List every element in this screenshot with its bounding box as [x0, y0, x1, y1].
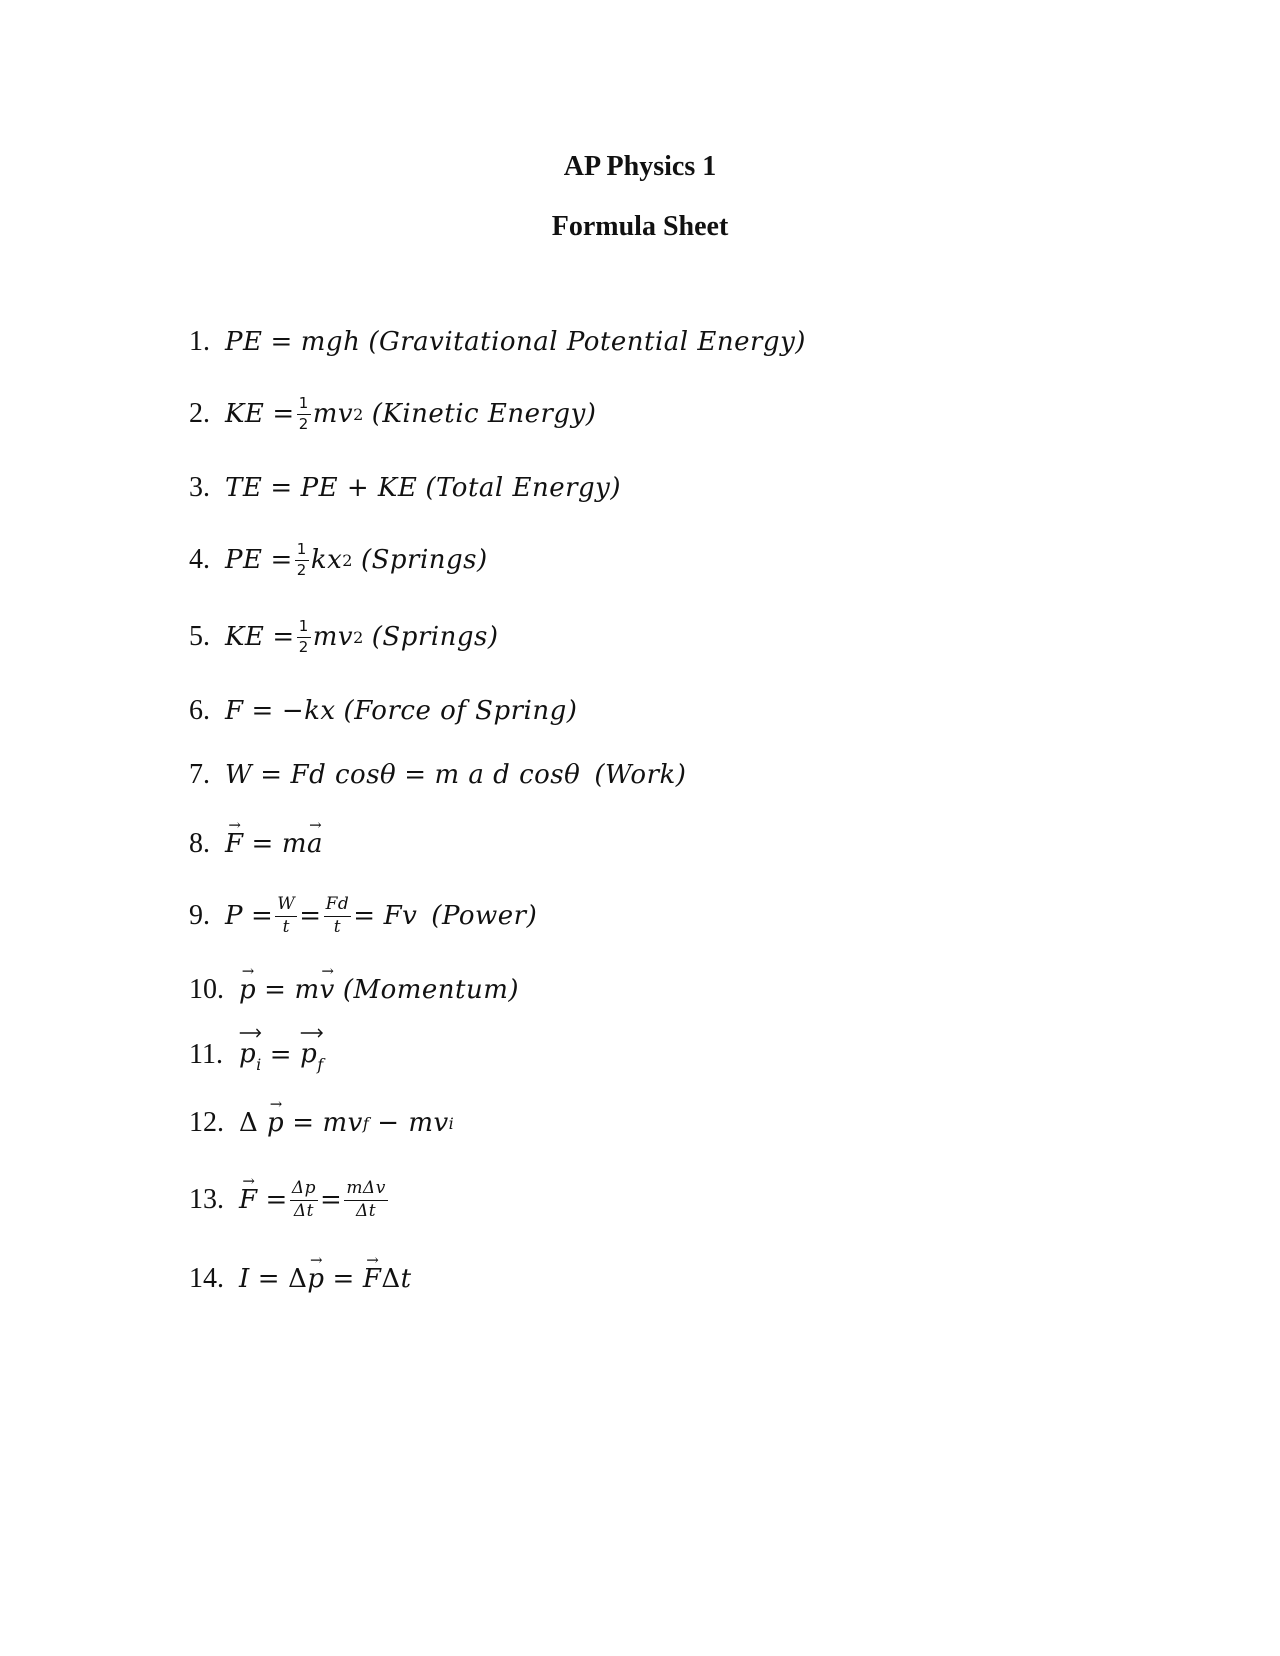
- formula-10: [189, 960, 519, 1020]
- formula-8: [189, 814, 323, 874]
- equals-sign: =: [353, 901, 376, 931]
- formula-number: 5.: [189, 621, 210, 652]
- subscript: f: [317, 1054, 324, 1074]
- formula-11: [189, 1025, 324, 1085]
- formula-number: 10.: [189, 974, 224, 1005]
- vector-force: → F: [363, 1264, 382, 1294]
- formula-number: 8.: [189, 828, 210, 859]
- vector-acceleration: → a: [307, 829, 323, 859]
- formula-label: (Kinetic Energy): [371, 399, 597, 429]
- formula-number: 6.: [189, 695, 210, 726]
- formula-rhs: → FΔt: [363, 1264, 412, 1294]
- equals-sign: =: [251, 829, 274, 859]
- exponent: 2: [342, 550, 353, 570]
- fraction-numerator: W: [275, 895, 297, 917]
- formula-mid: Δ→ p: [288, 1264, 324, 1294]
- fraction: [297, 618, 311, 656]
- formula-number: 1.: [189, 326, 210, 357]
- vector-force: [225, 829, 244, 859]
- formula-number: 9.: [189, 900, 210, 931]
- formula-lhs: KE: [225, 622, 265, 652]
- subscript: i: [256, 1054, 262, 1074]
- equals-sign: =: [251, 901, 274, 931]
- formula-4: [189, 530, 488, 590]
- formula-rhs-2: m a d cosθ: [434, 760, 581, 790]
- formula-lhs: PE: [225, 545, 263, 575]
- formula-lhs: KE: [225, 399, 265, 429]
- vector-final-momentum: [300, 1037, 324, 1074]
- formula-lhs: P: [225, 901, 243, 931]
- formula-number: 3.: [189, 472, 210, 503]
- fraction: [344, 1179, 388, 1221]
- document-subtitle: Formula Sheet: [551, 211, 729, 242]
- formula-3: [189, 458, 621, 518]
- formula-rhs: mv: [322, 1108, 363, 1138]
- fraction: [324, 895, 352, 937]
- fraction-denominator: 2: [298, 414, 309, 433]
- fraction-denominator: t: [282, 916, 290, 937]
- formula-rhs: mgh: [300, 327, 361, 357]
- equals-sign: =: [269, 1040, 293, 1070]
- subscript: i: [448, 1113, 455, 1133]
- vector-momentum: [239, 975, 256, 1005]
- equals-sign: =: [270, 473, 293, 503]
- formula-6: [189, 681, 577, 741]
- formula-lhs: p: [239, 975, 257, 1005]
- formula-2: [189, 384, 596, 444]
- formula-minus-term: − mv: [377, 1108, 449, 1138]
- formula-label: (Springs): [371, 622, 499, 652]
- formula-lhs: PE: [225, 327, 263, 357]
- arrow-over-icon: [239, 1027, 262, 1039]
- formula-rhs: Fv: [383, 901, 418, 931]
- formula-label: (Gravitational Potential Energy): [368, 327, 806, 357]
- formula-number: 2.: [189, 398, 210, 429]
- formula-13: [189, 1170, 390, 1230]
- equals-sign: =: [272, 622, 295, 652]
- formula-label: (Power): [431, 901, 538, 931]
- formula-rhs: PE + KE: [300, 473, 418, 503]
- equals-sign: =: [270, 327, 293, 357]
- formula-label: (Springs): [360, 545, 488, 575]
- formula-rhs: −kx: [281, 696, 336, 726]
- formula-number: 13.: [189, 1184, 224, 1215]
- fraction: [275, 895, 297, 937]
- formula-5: [189, 607, 499, 667]
- vector-momentum: → p: [307, 1264, 324, 1294]
- vector-force: [239, 1185, 258, 1215]
- formula-number: 14.: [189, 1263, 224, 1294]
- formula-rhs: p: [300, 1038, 318, 1069]
- formula-rhs: Fd cosθ: [290, 760, 397, 790]
- equals-sign: =: [264, 975, 287, 1005]
- vector-initial-momentum: [239, 1037, 262, 1074]
- fraction: [290, 1179, 318, 1221]
- formula-label: (Momentum): [342, 975, 520, 1005]
- fraction: [297, 395, 311, 433]
- formula-rhs: mv: [312, 622, 354, 652]
- exponent: 2: [353, 404, 364, 424]
- formula-lhs: W: [225, 760, 253, 790]
- fraction-denominator: 2: [298, 637, 309, 656]
- formula-12: [189, 1093, 454, 1153]
- formula-number: 7.: [189, 759, 210, 790]
- formula-label: (Work): [594, 760, 687, 790]
- fraction-denominator: 2: [296, 560, 307, 579]
- equals-sign: =: [299, 901, 322, 931]
- formula-number: 12.: [189, 1107, 224, 1138]
- formula-lhs: F: [225, 829, 244, 859]
- equals-sign: =: [272, 399, 295, 429]
- fraction: [295, 541, 309, 579]
- formula-9: [189, 886, 537, 946]
- formula-7: [189, 745, 686, 805]
- formula-rhs: m→ v: [294, 975, 334, 1005]
- formula-number: 11.: [189, 1039, 223, 1070]
- subscript: f: [362, 1113, 370, 1133]
- fraction-denominator: Δt: [293, 1200, 314, 1221]
- formula-lhs: p: [239, 1038, 257, 1069]
- formula-number: 4.: [189, 544, 210, 575]
- fraction-numerator: mΔv: [344, 1179, 388, 1201]
- exponent: 2: [353, 627, 364, 647]
- formula-lhs: F: [225, 696, 244, 726]
- formula-label: (Total Energy): [425, 473, 621, 503]
- formula-rhs: kx: [310, 545, 343, 575]
- formula-1: [189, 312, 806, 372]
- fraction-denominator: t: [333, 916, 342, 937]
- equals-sign: =: [404, 760, 427, 790]
- arrow-over-icon: [300, 1027, 324, 1039]
- formula-lhs: I: [239, 1264, 250, 1294]
- vector-velocity: → v: [320, 975, 335, 1005]
- fraction-numerator: 1: [297, 395, 311, 414]
- equals-sign: =: [320, 1185, 343, 1215]
- formula-rhs: m→ a: [282, 829, 323, 859]
- formula-lhs: TE: [225, 473, 263, 503]
- equals-sign: =: [270, 545, 293, 575]
- formula-14: [189, 1249, 412, 1309]
- fraction-numerator: 1: [297, 618, 311, 637]
- equals-sign: =: [251, 696, 274, 726]
- equals-sign: =: [332, 1264, 355, 1294]
- vector-momentum: → p: [267, 1108, 284, 1138]
- fraction-numerator: Δp: [290, 1179, 318, 1201]
- equals-sign: =: [260, 760, 283, 790]
- formula-lhs: F: [239, 1185, 258, 1215]
- formula-rhs: mv: [312, 399, 354, 429]
- fraction-numerator: 1: [295, 541, 309, 560]
- fraction-numerator: Fd: [324, 895, 352, 917]
- equals-sign: =: [257, 1264, 281, 1294]
- formula-label: (Force of Spring): [343, 696, 578, 726]
- equals-sign: =: [265, 1185, 288, 1215]
- fraction-denominator: Δt: [356, 1200, 377, 1221]
- formula-lhs: Δ → p: [239, 1108, 284, 1138]
- document-title: AP Physics 1: [563, 151, 717, 182]
- equals-sign: =: [292, 1108, 315, 1138]
